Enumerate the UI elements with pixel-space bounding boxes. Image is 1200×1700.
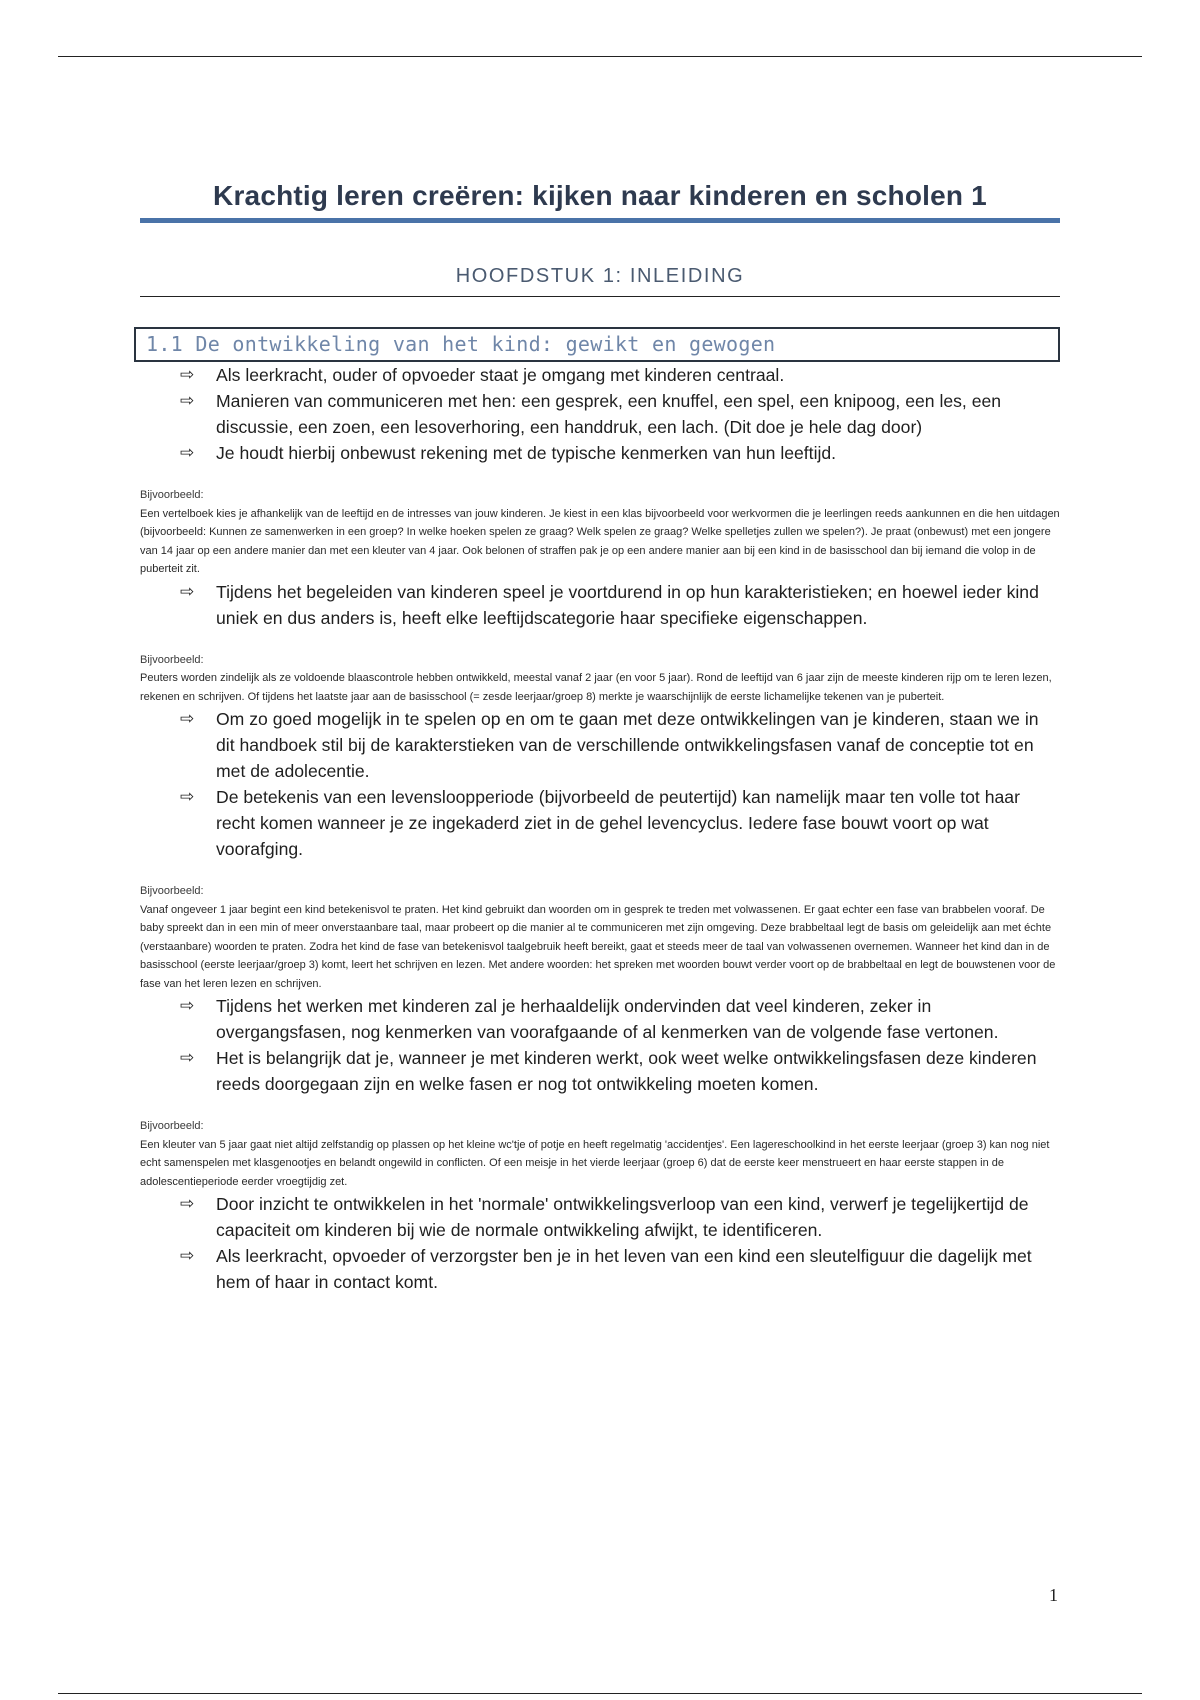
arrow-icon: ⇨ (180, 391, 195, 410)
bullet-text: Als leerkracht, ouder of opvoeder staat je omgang met kinderen centraal. (216, 365, 785, 385)
list-item (140, 388, 1060, 440)
bullet-text: Tijdens het werken met kinderen zal je herhaaldelijk ondervinden dat veel kinderen, zeker in overgangsfasen, nog kenmerken van voorafgaande of al kenmerken van de volgende fase vertonen. (216, 996, 999, 1042)
chapter-heading: HOOFDSTUK 1: INLEIDING (140, 265, 1060, 297)
example-block-1 (140, 486, 1060, 579)
bullet-text: Om zo goed mogelijk in te spelen op en om te gaan met deze ontwikkelingen van je kinderen, staan we in dit handboek stil bij de karakterstieken van de verschillende ontwikkelingsfasen vanaf de conceptie tot en met de adolecentie. (216, 709, 1039, 781)
bottom-rule (58, 1693, 1142, 1694)
arrow-icon: ⇨ (180, 443, 195, 462)
example-text: Een kleuter van 5 jaar gaat niet altijd zelfstandig op plassen op het kleine wc'tje of potje en heeft regelmatig 'accidentjes'. Een lagereschoolkind in het eerste leerjaar (groep 3) kan nog niet echt samenspelen met klasgenootjes en belandt ongewild in conflicten. Of een meisje in het vierde leerjaar (groep 6) dat de eerste keer menstrueert en haar eerste stappen in de adolescentieperiode eerder vroegtijdig zet. (140, 1138, 1050, 1188)
bullet-text: Het is belangrijk dat je, wanneer je met kinderen werkt, ook weet welke ontwikkelingsfasen deze kinderen reeds doorgegaan zijn en welke fasen er nog tot ontwikkeling moeten komen. (216, 1048, 1037, 1094)
arrow-icon: ⇨ (180, 709, 195, 728)
example-text: Vanaf ongeveer 1 jaar begint een kind betekenisvol te praten. Het kind gebruikt dan woorden om in gesprek te treden met volwassenen. Er gaat echter een fase van brabbelen vooraf. De baby spreekt dan in een min of meer onverstaanbare taal, maar probeert op die manier al te communiceren met zijn omgeving. Deze brabbeltaal legt de basis om geleidelijk aan met échte (verstaanbare) woorden te praten. Zodra het kind de fase van betekenisvol taalgebruik heeft bereikt, gaat et steeds meer de taal van volwassenen overnemen. Wanneer het kind dan in de basisschool (eerste leerjaar/groep 3) komt, leert het schrijven en lezen. Met andere woorden: het spreken met woorden bouwt verder voort op de brabbeltaal en legt de bouwstenen voor de fase van het leren lezen en schrijven. (140, 903, 1056, 990)
arrow-icon: ⇨ (180, 365, 195, 384)
list-item (140, 993, 1060, 1045)
bullet-text: Manieren van communiceren met hen: een gesprek, een knuffel, een spel, een knipoog, een les, een discussie, een zoen, een lesoverhoring, een handdruk, een lach. (Dit doe je hele dag door) (216, 391, 1002, 437)
bullet-list-5 (140, 1191, 1060, 1295)
bullet-text: Je houdt hierbij onbewust rekening met de typische kenmerken van hun leeftijd. (216, 443, 837, 463)
arrow-icon: ⇨ (180, 996, 195, 1015)
section-heading: 1.1 De ontwikkeling van het kind: gewikt en gewogen (134, 327, 1060, 362)
list-item (140, 362, 1060, 388)
bullet-text: Als leerkracht, opvoeder of verzorgster ben je in het leven van een kind een sleutelfiguur die dagelijk met hem of haar in contact komt. (216, 1246, 1032, 1292)
page-number: 1 (1049, 1585, 1058, 1605)
list-item (140, 1243, 1060, 1295)
list-item (140, 784, 1060, 862)
bullet-text: De betekenis van een levensloopperiode (bijvorbeeld de peutertijd) kan namelijk maar ten volle tot haar recht komen wanneer je ze ingekaderd ziet in de gehel levencyclus. Iedere fase bouwt voort op wat voorafging. (216, 787, 1020, 859)
example-label: Bijvoorbeeld: (140, 1120, 204, 1132)
arrow-icon: ⇨ (180, 581, 195, 601)
example-label: Bijvoorbeeld: (140, 489, 204, 501)
bullet-list-1 (140, 362, 1060, 466)
arrow-icon: ⇨ (180, 1048, 195, 1067)
bullet-text: Door inzicht te ontwikkelen in het 'normale' ontwikkelingsverloop van een kind, verwerf je tegelijkertijd de capaciteit om kinderen bij wie de normale ontwikkeling afwijkt, te identificeren. (216, 1194, 1029, 1240)
list-item (140, 579, 1060, 631)
arrow-icon: ⇨ (180, 1246, 195, 1265)
arrow-icon: ⇨ (180, 1194, 195, 1213)
bullet-text: Tijdens het begeleiden van kinderen speel je voortdurend in op hun karakteristieken; en hoewel ieder kind uniek en dus anders is, heeft elke leeftijdscategorie haar specifieke eigenschappen. (216, 581, 1039, 628)
list-item (140, 1045, 1060, 1097)
top-rule (58, 56, 1142, 57)
example-block-4 (140, 1117, 1060, 1191)
example-text: Een vertelboek kies je afhankelijk van de leeftijd en de intresses van jouw kinderen. Je kiest in een klas bijvoorbeeld voor werkvormen die je leerlingen reeds aankunnen en die hen uitdagen (bijvoorbeeld: Kunnen ze samenwerken in een groep? In welke hoeken spelen ze graag? Welk spelen ze graag? Welke spelletjes zullen we spelen?). Je praat (onbewust) met een jongere van 14 jaar op een andere manier dan met een kleuter van 4 jaar. Ook belonen of straffen pak je op een andere manier aan bij een kind in de basisschool dan bij iemand die volop in de puberteit zit. (140, 507, 1060, 575)
example-label: Bijvoorbeeld: (140, 885, 204, 897)
bullet-list-4 (140, 993, 1060, 1097)
arrow-icon: ⇨ (180, 787, 195, 806)
list-item (140, 1191, 1060, 1243)
example-block-3 (140, 882, 1060, 993)
list-item (140, 440, 1060, 466)
page-content (140, 180, 1060, 1295)
bullet-list-2 (140, 579, 1060, 631)
list-item (140, 706, 1060, 784)
example-text: Peuters worden zindelijk als ze voldoende blaascontrole hebben ontwikkeld, meestal vanaf 2 jaar (en voor 5 jaar). Rond de leeftijd van 6 jaar zijn de meeste kinderen rijp om te leren lezen, rekenen en schrijven. Of tijdens het laatste jaar aan de basisschool (= zesde leerjaar/groep 8) merkte je waarschijnlijk de eerste lichamelijke tekenen van je puberteit. (140, 672, 1052, 703)
document-title: Krachtig leren creëren: kijken naar kinderen en scholen 1 (140, 180, 1060, 223)
example-label: Bijvoorbeeld: (140, 653, 204, 666)
example-block-2 (140, 651, 1060, 707)
bullet-list-3 (140, 706, 1060, 862)
